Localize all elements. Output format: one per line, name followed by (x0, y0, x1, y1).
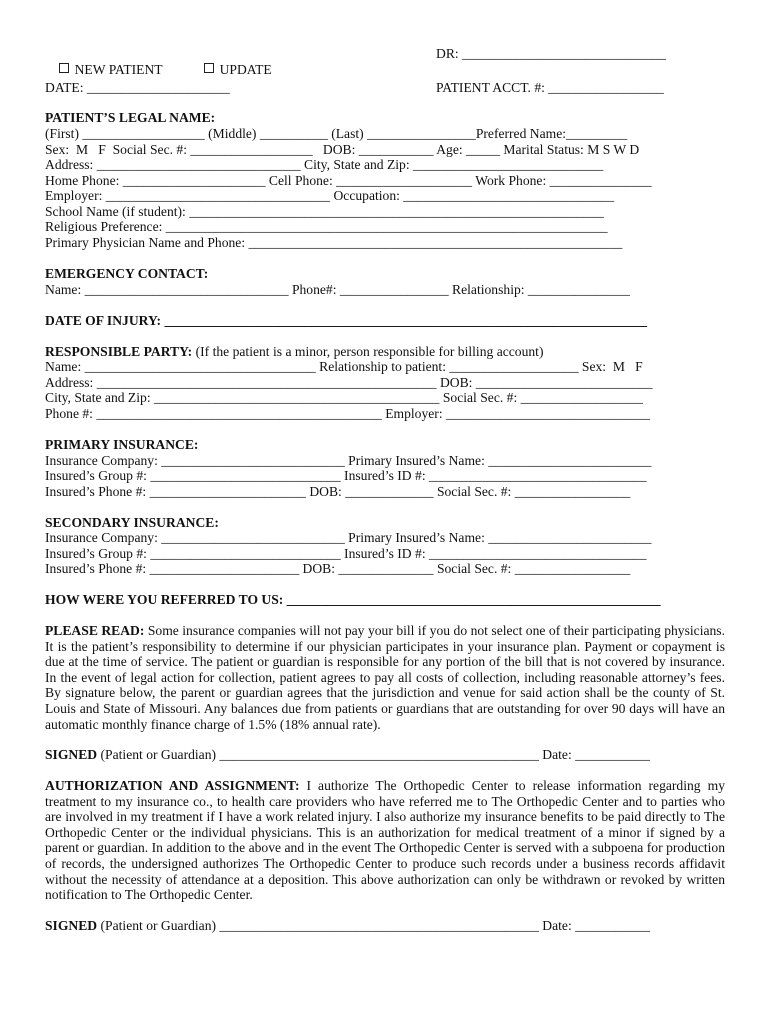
patient-name-line[interactable]: (First) __________________ (Middle) __________ (Last) ________________Preferred Name:_________ (45, 126, 628, 141)
date-field[interactable]: DATE: _____________________ (45, 80, 230, 95)
patient-legal-name-heading: PATIENT’S LEGAL NAME: (45, 110, 216, 125)
authorization-text: I authorize The Orthopedic Center to release information regarding my treatment to my insurance co., to health care providers who have referred me to The Orthopedic Center and to parties who are involved in my treatment if I have a work related injury. I also authorize my insurance benefits to be paid directly to The Orthopedic Center or the individual physicians. This is an authorization for medical treatment of a minor if signed by a parent or guardian. In addition to the above and in the event The Orthopedic Center is served with a subpoena for production of records, the undersigned authorizes The Orthopedic Center to produce such records under a business records affidavit without the necessity of attendance at a deposition. This above authorization can only be withdrawn or revoked by written notification to The Orthopedic Center. (45, 778, 725, 903)
primary-insurance-phone-line[interactable]: Insured’s Phone #: _______________________ DOB: _____________ Social Sec. #: _________________ (45, 484, 631, 499)
signature-line-2[interactable] (45, 918, 725, 934)
secondary-insurance-heading: SECONDARY INSURANCE: (45, 515, 219, 530)
emergency-contact-line[interactable]: Name: ______________________________ Phone#: ________________ Relationship: _______________ (45, 282, 630, 297)
please-read-text: Some insurance companies will not pay your bill if you do not select one of their participating physicians. It is the patient’s responsibility to determine if our physician participates in your insurance plan. Payment or copayment is due at the time of service. The patient or guardian is responsible for any portion of the bill that is not covered by insurance. In the event of legal action for collection, patient agrees to pay all costs of collection, including reasonable attorney’s fees. By signature below, the parent or guardian agrees that the jurisdiction and venue for said action shall be the county of St. Louis and State of Missouri. Any balances due from patients or guardians that are outstanding for over 90 days will have an automatic monthly finance charge of 1.5% (18% annual rate). (45, 623, 725, 732)
primary-insurance-group-line[interactable]: Insured’s Group #: ____________________________ Insured’s ID #: ________________________________ (45, 468, 647, 483)
emergency-contact-heading: EMERGENCY CONTACT: (45, 266, 209, 281)
new-patient-label: NEW PATIENT (74, 62, 163, 77)
patient-sex-ssn-line[interactable]: Sex: M F Social Sec. #: __________________ DOB: ___________ Age: _____ Marital Status: M S W D (45, 142, 640, 157)
patient-acct-field[interactable]: PATIENT ACCT. #: _________________ (436, 80, 664, 95)
responsible-party-label: RESPONSIBLE PARTY: (45, 344, 193, 359)
patient-religion-line[interactable]: Religious Preference: _________________________________________________________________ (45, 219, 608, 234)
patient-physician-line[interactable]: Primary Physician Name and Phone: _______________________________________________________ (45, 235, 623, 250)
patient-employer-line[interactable]: Employer: _________________________________ Occupation: _______________________________ (45, 188, 615, 203)
signed-label-2: SIGNED (45, 918, 98, 933)
dr-field[interactable]: DR: ______________________________ (436, 46, 666, 61)
patient-phone-line[interactable]: Home Phone: _____________________ Cell Phone: ____________________ Work Phone: _______________ (45, 173, 652, 188)
secondary-insurance-phone-line[interactable]: Insured’s Phone #: ______________________ DOB: ______________ Social Sec. #: _________________ (45, 561, 631, 576)
new-patient-checkbox[interactable] (59, 63, 69, 73)
responsible-address-line[interactable]: Address: __________________________________________________ DOB: __________________________ (45, 375, 653, 390)
signature-line-1[interactable] (45, 747, 725, 763)
authorization-paragraph (45, 778, 725, 903)
patient-address-line[interactable]: Address: ______________________________ City, State and Zip: ____________________________ (45, 157, 604, 172)
update-checkbox[interactable] (204, 63, 214, 73)
primary-insurance-heading: PRIMARY INSURANCE: (45, 437, 199, 452)
responsible-name-line[interactable]: Name: __________________________________ Relationship to patient: ___________________ Sex: M F (45, 359, 643, 374)
secondary-insurance-group-line[interactable]: Insured’s Group #: ____________________________ Insured’s ID #: ________________________________ (45, 546, 647, 561)
please-read-paragraph (45, 623, 725, 732)
responsible-party-note: (If the patient is a minor, person responsible for billing account) (192, 344, 544, 359)
patient-school-line[interactable]: School Name (if student): _____________________________________________________________ (45, 204, 604, 219)
update-label: UPDATE (219, 62, 272, 77)
signed-rest-1[interactable]: (Patient or Guardian) _______________________________________________ Date: ___________ (97, 747, 650, 762)
referral-line[interactable]: HOW WERE YOU REFERRED TO US: _______________________________________________________ (45, 592, 661, 607)
signed-label-1: SIGNED (45, 747, 98, 762)
authorization-label: AUTHORIZATION AND ASSIGNMENT: (45, 778, 300, 793)
please-read-label: PLEASE READ: (45, 623, 145, 638)
responsible-phone-line[interactable]: Phone #: __________________________________________ Employer: ______________________________ (45, 406, 650, 421)
secondary-insurance-company-line[interactable]: Insurance Company: ___________________________ Primary Insured’s Name: ________________________ (45, 530, 652, 545)
primary-insurance-company-line[interactable]: Insurance Company: ___________________________ Primary Insured’s Name: ________________________ (45, 453, 652, 468)
signed-rest-2[interactable]: (Patient or Guardian) _______________________________________________ Date: ___________ (97, 918, 650, 933)
responsible-city-line[interactable]: City, State and Zip: __________________________________________ Social Sec. #: __________________ (45, 390, 643, 405)
date-of-injury-line[interactable]: DATE OF INJURY: _______________________________________________________________________ (45, 313, 648, 328)
responsible-party-heading (45, 344, 725, 360)
